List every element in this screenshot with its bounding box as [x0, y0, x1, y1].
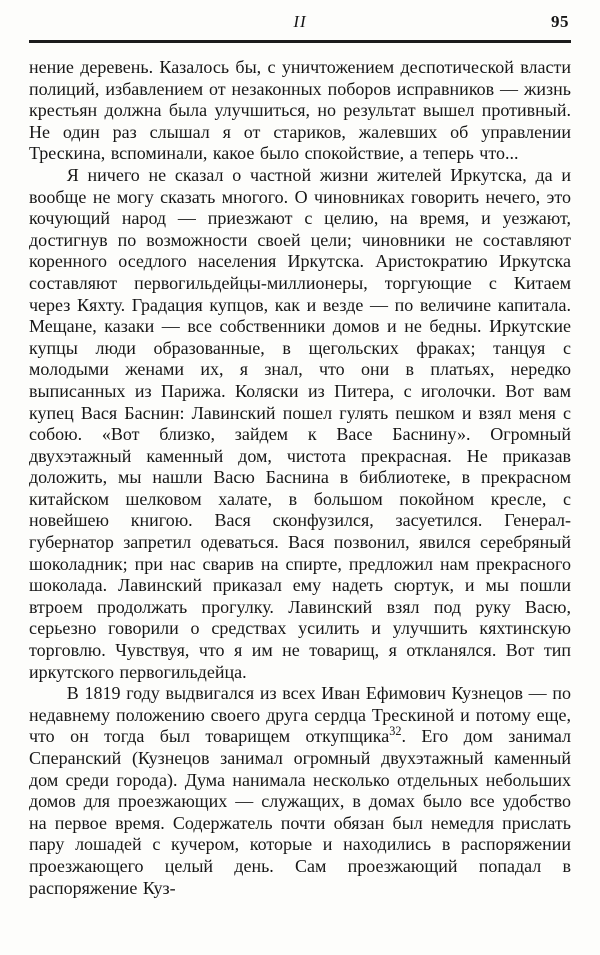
header-rule	[29, 40, 571, 43]
page-header	[29, 12, 571, 38]
paragraph-1: нение деревень. Казалось бы, с уничтожением деспотической власти полиций, избавлением от незаконных поборов исправников — жизнь крестьян должна была улучшиться, но результат вышел противный. Не один раз слышал я от стариков, жалевших об управлении Трескина, вспоминали, какое было спокойствие, а теперь что...	[29, 57, 571, 164]
chapter-number: II	[293, 12, 307, 31]
paragraph-2: Я ничего не сказал о частной жизни жителей Иркутска, да и вообще не могу сказать многого. О чиновниках говорить нечего, это кочующий народ — приезжают с целию, на время, и уезжают, достигнув по возможности своей цели; чиновники не составляют коренного оседлого населения Иркутска. Аристократию Иркутска составляют первогильдейцы-миллионеры, торгующие с Китаем через Кяхту. Градация купцов, как и везде — по величине капитала. Мещане, казаки — все собственники домов и не бедны. Иркутские купцы люди образованные, в щегольских фраках; танцуя с молодыми женами их, я знал, что они в платьях, нередко выписанных из Парижа. Коляски из Питера, с иголочки. Вот вам купец Вася Баснин: Лавинский пошел гулять пешком и взял меня с собою. «Вот близко, зайдем к Васе Баснину». Огромный двухэтажный каменный дом, чистота прекрасная. Не приказав доложить, мы нашли Васю Баснина в библиотеке, в прекрасном китайском шелковом халате, в большом покойном кресле, с новейшею книгою. Вася сконфузился, засуетился. Генерал-губернатор запретил одеваться. Вася позвонил, явился серебряный шоколадник; при нас сварив на спирте, предложил нам прекрасного шоколада. Лавинский приказал ему надеть сюртук, и мы пошли втроем продолжать прогулку. Лавинский взял под руку Васю, серьезно говорили о средствах усилить и улучшить кяхтинскую торговлю. Чувствуя, что я им не товарищ, я откланялся. Вот тип иркутского первогильдейца.	[29, 164, 571, 682]
paragraph-3-text-after: . Его дом занимал Сперанский (Кузнецов занимал огромный двухэтажный каменный дом среди города). Дума нанимала несколько отдельных небольших домов для проезжающих — служащих, в домах было все удобство на первое время. Содержатель почти обязан был немедля прислать пару лошадей с кучером, которые и находились в распоряжении проезжающего целый день. Сам проезжающий попадал в распоряжение Куз-	[29, 726, 571, 898]
paragraph-3-text-before: В 1819 году выдвигался из всех Иван Ефимович Кузнецов — по недавнему положению своего друга сердца Трескиной и потому еще, что он тогда был товарищем откупщика	[29, 683, 571, 747]
paragraph-3	[29, 683, 571, 899]
page-number: 95	[551, 12, 569, 31]
page-text	[29, 57, 571, 899]
footnote-reference: 32	[389, 724, 402, 739]
